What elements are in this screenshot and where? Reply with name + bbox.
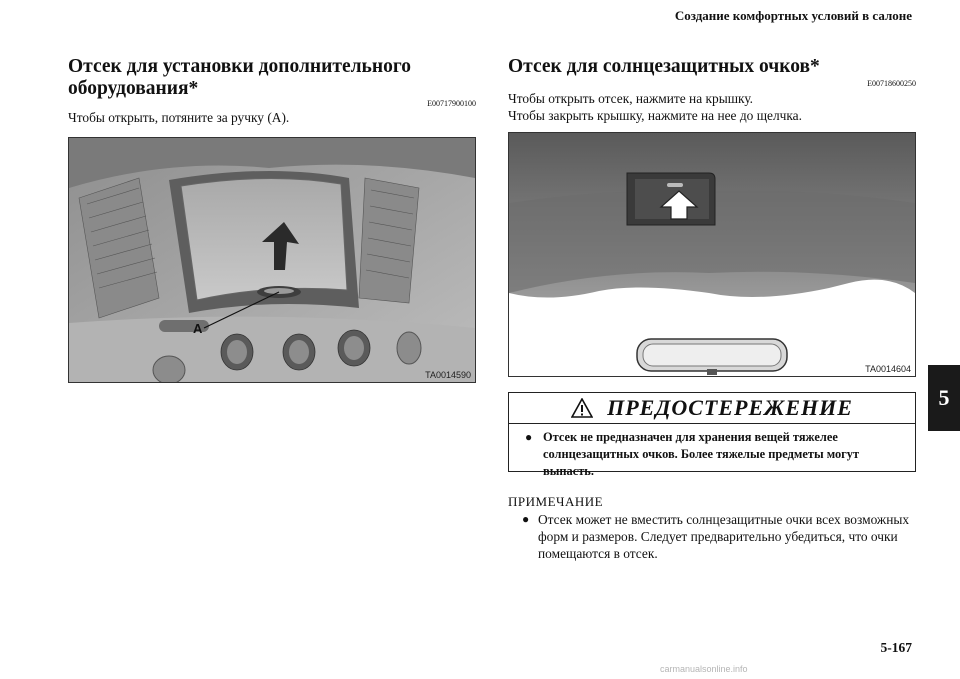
section-code: E00717900100	[427, 99, 476, 108]
warning-line: Отсек не предназначен для хранения вещей тяжелее	[543, 430, 838, 444]
figure-code: TA0014590	[425, 370, 471, 380]
note-text	[508, 511, 948, 562]
figure-overhead-console	[508, 132, 916, 377]
figure-dashboard-compartment	[68, 137, 476, 383]
instruction-text: Чтобы открыть, потяните за ручку (A).	[68, 110, 290, 125]
dashboard-illustration	[69, 138, 475, 382]
bullet-icon: ●	[522, 512, 530, 526]
callout-label-a: A	[193, 321, 203, 336]
warning-box	[508, 392, 916, 478]
warning-line: солнцезащитных очков. Более тяжелые предметы могут	[543, 447, 860, 461]
warning-text	[509, 424, 915, 480]
instruction-line: Чтобы открыть отсек, нажмите на крышку.	[508, 91, 754, 106]
heading-line: оборудования*	[68, 78, 199, 99]
note-line: форм и размеров. Следует предварительно убедиться, что очки	[538, 529, 898, 544]
watermark: carmanualsonline.info	[660, 664, 748, 674]
running-header: Создание комфортных условий в салоне	[674, 8, 912, 23]
page-number: 5-167	[880, 640, 912, 655]
note-line: помещаются в отсек.	[538, 546, 658, 561]
warning-title: ПРЕДОСТЕРЕЖЕНИЕ	[607, 395, 853, 420]
instruction-line: Чтобы закрыть крышку, нажмите на нее до щелчка.	[508, 108, 802, 123]
warning-title-bar	[509, 393, 915, 424]
figure-code: TA0014604	[865, 364, 911, 374]
overhead-console-illustration	[509, 133, 915, 376]
heading-line: Отсек для установки дополнительного	[68, 56, 411, 77]
warning-line: выпасть.	[543, 464, 594, 478]
instruction-text	[508, 90, 918, 124]
bullet-icon: ●	[525, 430, 533, 444]
warning-triangle-icon	[571, 398, 593, 418]
section-heading-sunglasses-holder: Отсек для солнцезащитных очков*	[508, 56, 820, 77]
note-title: ПРИМЕЧАНИЕ	[508, 494, 604, 509]
chapter-tab: 5	[928, 365, 960, 431]
section-heading-accessory-compartment	[68, 56, 488, 100]
note-line: Отсек может не вместить солнцезащитные очки всех возможных	[538, 512, 910, 527]
section-code: E00718600250	[867, 79, 916, 88]
